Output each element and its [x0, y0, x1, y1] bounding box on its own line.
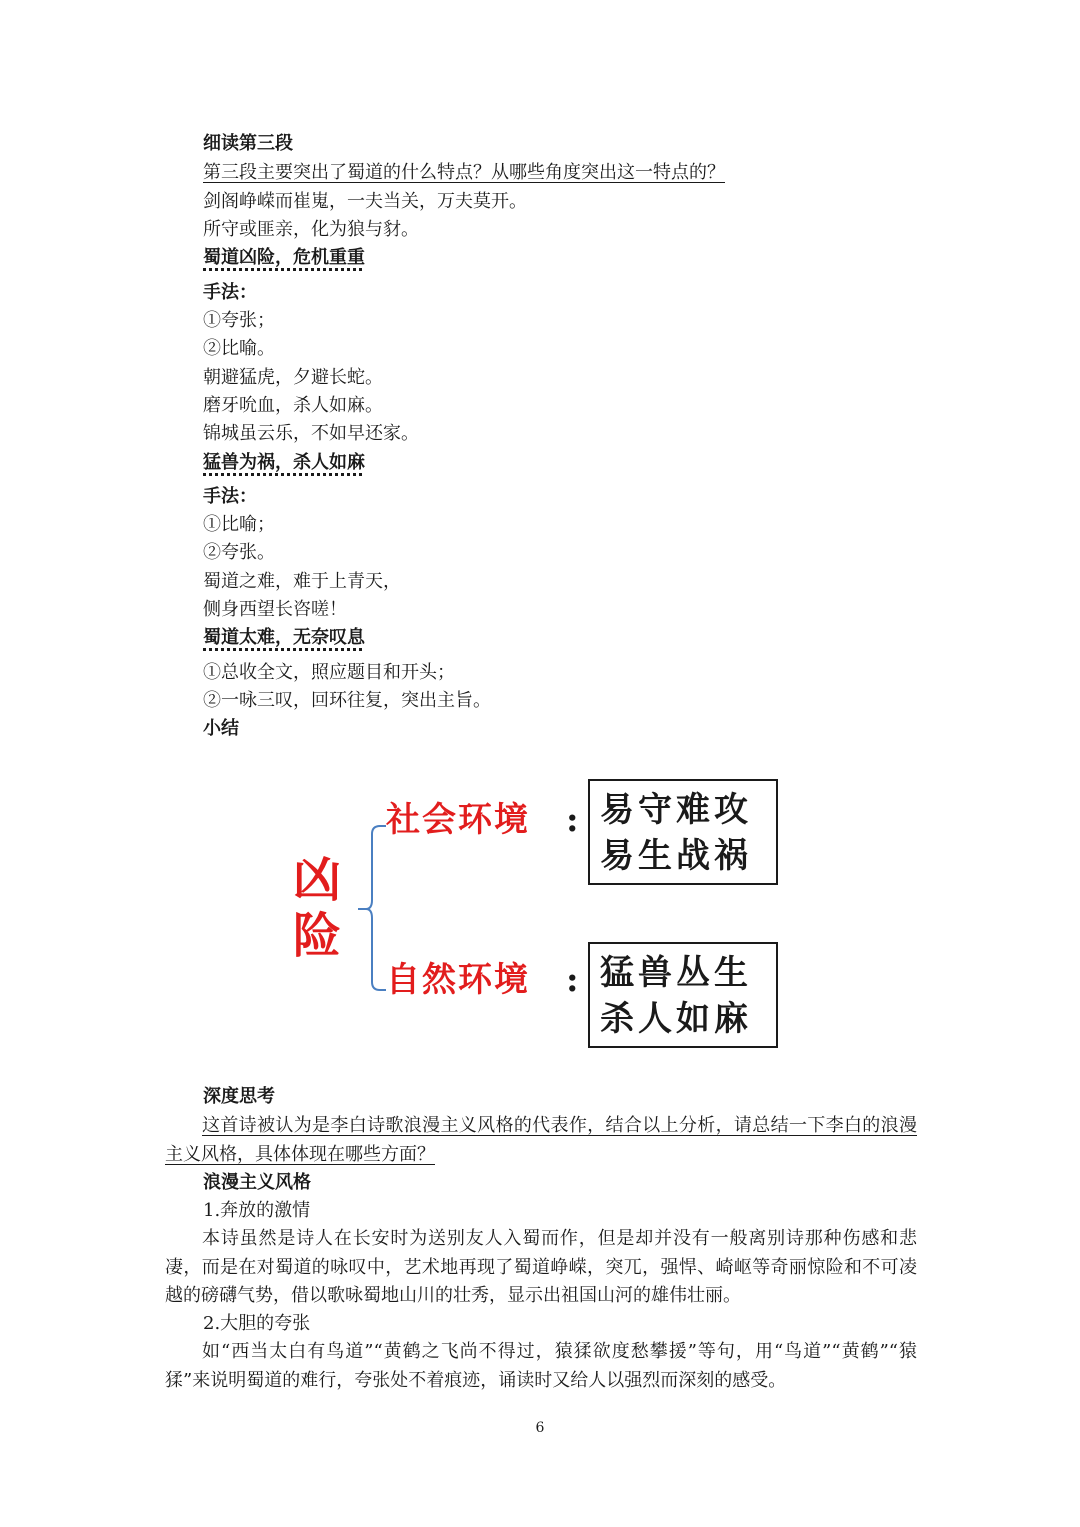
- key-point: 猛兽为祸，杀人如麻: [203, 452, 365, 473]
- poem-line: 朝避猛虎，夕避长蛇。: [203, 367, 383, 388]
- branch-colon: :: [566, 960, 579, 1000]
- poem-line: 蜀道之难，难于上青天，: [203, 571, 401, 592]
- item-title: 1.奔放的激情: [203, 1200, 311, 1221]
- branch-box-social: [588, 779, 778, 885]
- box-line: 易生战祸: [600, 836, 752, 876]
- branch-label-social: 社会环境: [386, 800, 530, 840]
- center-char: 险: [293, 908, 342, 964]
- page-number: 6: [535, 1420, 545, 1436]
- poem-line: 所守或匪亲，化为狼与豺。: [203, 219, 419, 240]
- branch-colon: :: [566, 800, 579, 840]
- technique-label: 手法：: [203, 282, 257, 303]
- deep-heading: 深度思考: [203, 1086, 275, 1107]
- summary-diagram: [290, 772, 790, 1062]
- technique-item: ②比喻。: [203, 338, 275, 359]
- technique-item: ①比喻；: [203, 514, 275, 535]
- center-char: 凶: [293, 852, 342, 908]
- box-line: 猛兽丛生: [600, 953, 752, 993]
- section-question: 第三段主要突出了蜀道的什么特点？从哪些角度突出这一特点的？: [203, 162, 725, 183]
- summary-heading: 小结: [203, 718, 239, 739]
- poem-line: 磨牙吮血，杀人如麻。: [203, 395, 383, 416]
- key-point: 蜀道凶险，危机重重: [203, 247, 365, 268]
- technique-label: 手法：: [203, 486, 257, 507]
- summary-point: ①总收全文，照应题目和开头；: [203, 662, 455, 683]
- item-title: 2.大胆的夸张: [203, 1313, 311, 1334]
- summary-point: ②一咏三叹，回环往复，突出主旨。: [203, 690, 491, 711]
- poem-line: 锦城虽云乐，不如早还家。: [203, 423, 419, 444]
- deep-question: 这首诗被认为是李白诗歌浪漫主义风格的代表作，结合以上分析，请总结一下李白的浪漫主义风格，具体体现在哪些方面？: [165, 1115, 917, 1165]
- poem-line: 侧身西望长咨嗟！: [203, 599, 347, 620]
- key-point: 蜀道太难，无奈叹息: [203, 627, 365, 648]
- box-line: 杀人如麻: [600, 999, 752, 1039]
- technique-item: ②夸张。: [203, 542, 275, 563]
- item-text: 本诗虽然是诗人在长安时为送别友人入蜀而作，但是却并没有一般离别诗那种伤感和悲凄，而是在对蜀道的咏叹中，艺术地再现了蜀道峥嵘，突兀，强悍、崎岖等奇丽惊险和不可凌越的磅礴气势，借以歌咏蜀地山川的壮秀，显示出祖国山河的雄伟壮丽。: [165, 1228, 917, 1307]
- branch-box-natural: [588, 942, 778, 1048]
- branch-label-natural: 自然环境: [386, 960, 530, 1000]
- poem-line: 剑阁峥嵘而崔嵬，一夫当关，万夫莫开。: [203, 191, 527, 212]
- technique-item: ①夸张；: [203, 310, 275, 331]
- section-heading: 细读第三段: [203, 133, 293, 154]
- item-text: 如“西当太白有鸟道”“黄鹤之飞尚不得过，猿猱欲度愁攀援”等句，用“鸟道”“黄鹤”“猿猱”来说明蜀道的难行，夸张处不着痕迹，诵读时又给人以强烈而深刻的感受。: [165, 1341, 917, 1391]
- style-heading: 浪漫主义风格: [203, 1172, 311, 1193]
- box-line: 易守难攻: [600, 790, 752, 830]
